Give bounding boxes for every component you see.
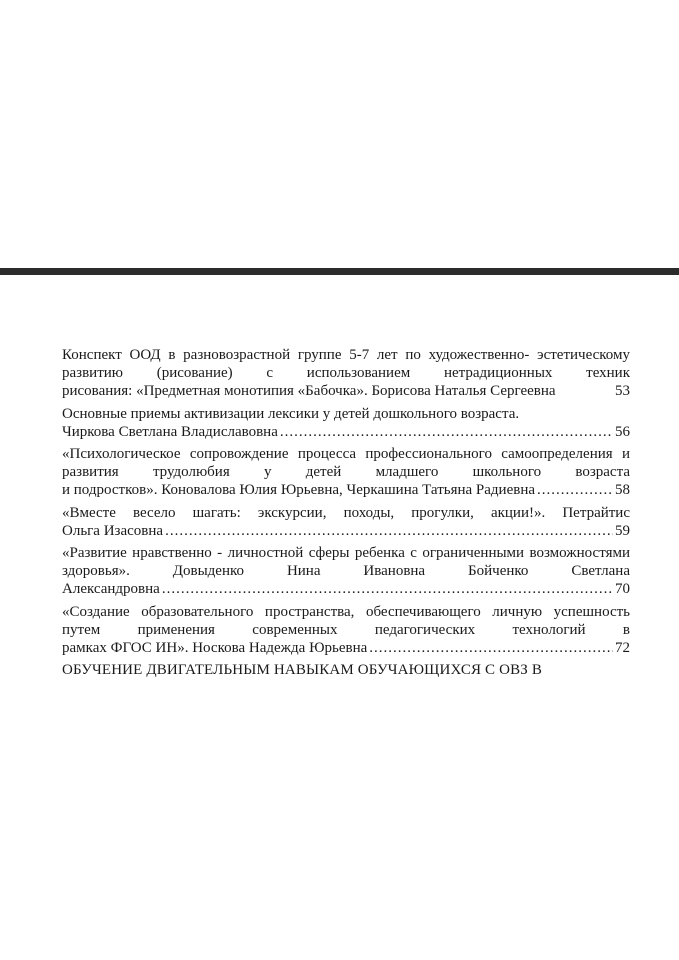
- toc-entry-text-end: Ольга Изасовна: [62, 522, 164, 539]
- toc-entry: [62, 405, 630, 441]
- section-heading: ОБУЧЕНИЕ ДВИГАТЕЛЬНЫМ НАВЫКАМ ОБУЧАЮЩИХСЯ С ОВЗ В: [62, 662, 542, 679]
- toc-entry-text-end: рисования: «Предметная монотипия «Бабочка». Борисова Наталья Сергеевна: [62, 383, 556, 400]
- toc-entry-text: «Вместе весело шагать: экскурсии, походы, прогулки, акции!». Петрайтис: [62, 504, 630, 521]
- toc-entry-text-end: Александровна: [62, 581, 160, 598]
- toc-entry-last-line: [62, 522, 630, 540]
- toc-entry-last-line: [62, 423, 630, 441]
- toc-leader-dots: [162, 580, 613, 598]
- toc-entry-last-line: [62, 580, 630, 598]
- toc-entry: [62, 445, 630, 500]
- toc-entry-text-end: и подростков». Коновалова Юлия Юрьевна, Черкашина Татьяна Радиевна: [62, 482, 536, 499]
- toc-page-number: 72: [615, 640, 630, 657]
- toc-page-number: 56: [615, 423, 630, 440]
- toc-entry-last-line: [62, 481, 630, 499]
- toc-page-number: 53: [615, 383, 630, 400]
- toc-entry-last-line: [62, 639, 630, 657]
- toc-entry-text-end: Чиркова Светлана Владиславовна: [62, 423, 278, 440]
- toc-entry-text-end: рамках ФГОС ИН». Носкова Надежда Юрьевна: [62, 640, 368, 657]
- toc-page-number: 58: [615, 482, 630, 499]
- toc-leader-dots: [369, 639, 613, 657]
- toc-entry-text: Конспект ООД в разновозрастной группе 5-7 лет по художественно- эстетическому развитию (рисование) с использованием нетрадиционных техник: [62, 347, 630, 382]
- toc-entry-text: «Создание образовательного пространства, обеспечивающего личную успешность путем применения современных педагогических технологий в: [62, 603, 630, 638]
- toc-entry-text: «Психологическое сопровождение процесса профессионального самоопределения и развития трудолюбия у детей младшего школьного возраста: [62, 446, 630, 481]
- toc-entry-text: «Развитие нравственно - личностной сферы ребенка с ограниченными возможностями здоровья». Довыденко Нина Ивановна Бойченко Светлана: [62, 545, 630, 580]
- toc-entry: [62, 544, 630, 599]
- toc-leader-dots: [537, 481, 613, 499]
- toc-page-number: 59: [615, 522, 630, 539]
- toc-entry-text: Основные приемы активизации лексики у детей дошкольного возраста.: [62, 405, 520, 422]
- toc-leader-dots: [165, 522, 613, 540]
- toc-entry: [62, 504, 630, 540]
- table-of-contents: [62, 346, 630, 679]
- toc-entry-last-line: [62, 382, 630, 400]
- toc-entry: [62, 603, 630, 658]
- toc-entry: [62, 346, 630, 401]
- horizontal-rule: [0, 268, 679, 275]
- toc-page-number: 70: [615, 581, 630, 598]
- toc-leader-dots: [280, 423, 613, 441]
